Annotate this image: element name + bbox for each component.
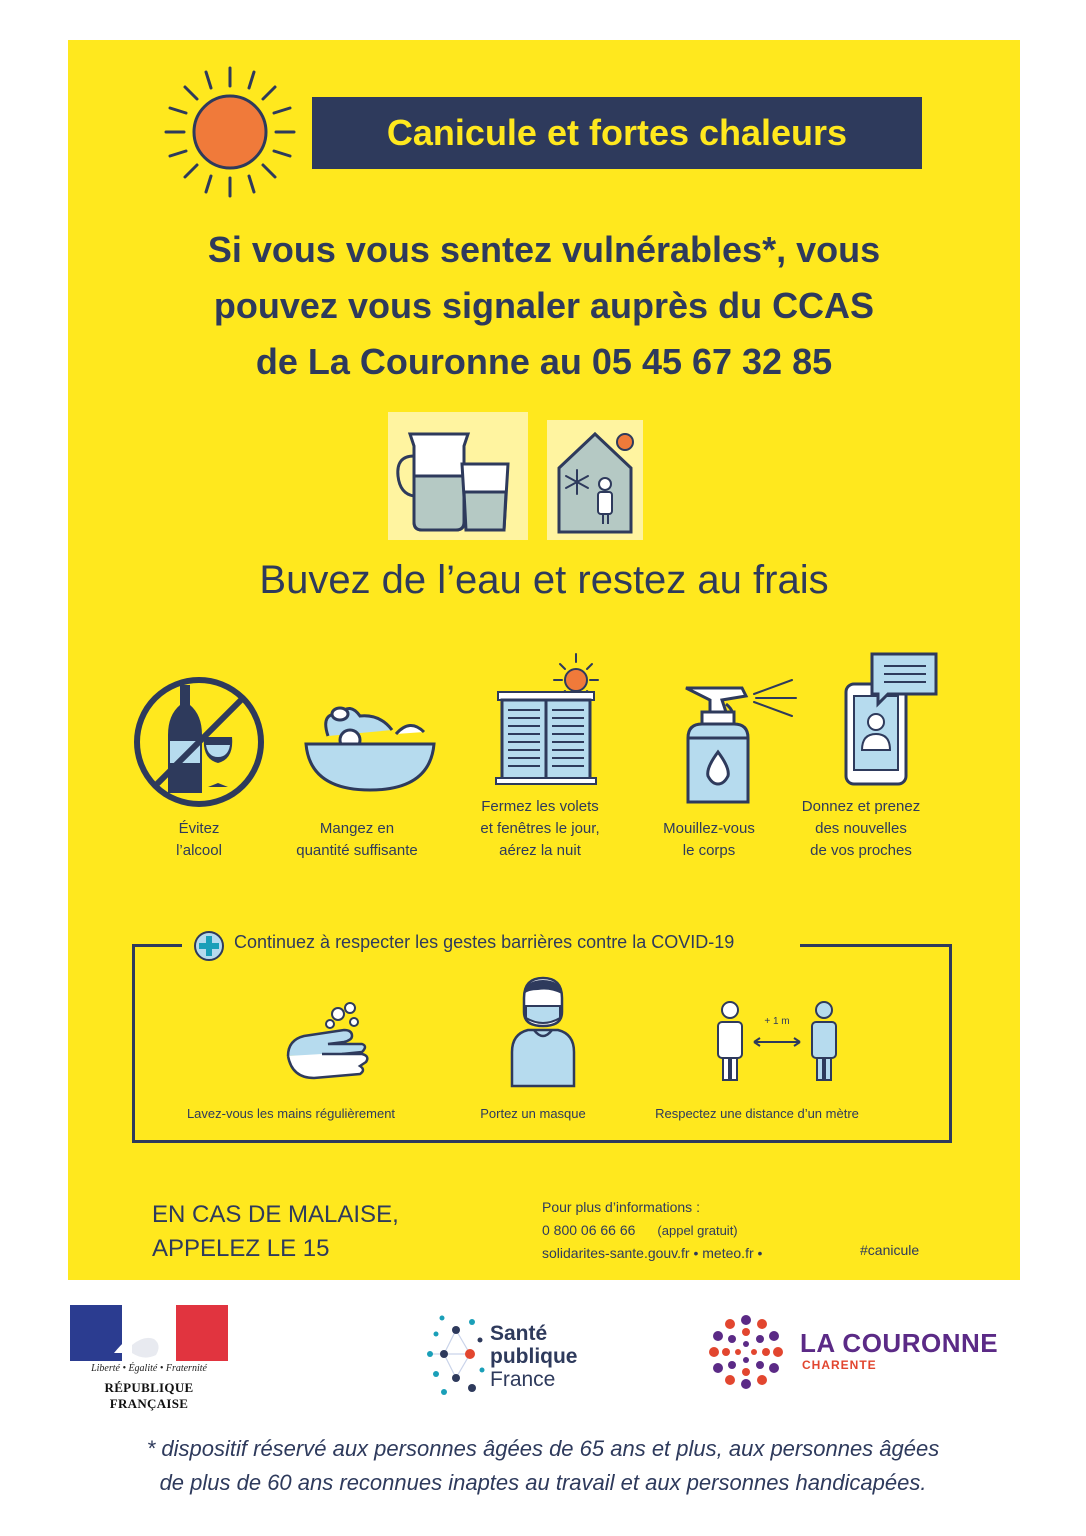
covid-label-distance: Respectez une distance d’un mètre (655, 1106, 859, 1121)
tip-label-alcohol: Évitez l’alcool (176, 820, 222, 859)
cool-house-icon (547, 420, 643, 540)
spray-bottle-icon (672, 676, 812, 808)
headline-line-2: pouvez vous signaler auprès du CCAS (213, 285, 875, 326)
frame-top-left (132, 944, 182, 947)
emergency-line-1: EN CAS DE MALAISE, (152, 1201, 399, 1228)
headline-line-3: de La Couronne au 05 45 67 32 85 (255, 341, 833, 382)
sun-icon (160, 62, 300, 202)
headline-line-1: Si vous vous sentez vulnérables*, vous (207, 229, 881, 270)
hand-washing-icon (282, 1000, 378, 1084)
info-phone-note: (appel gratuit) (657, 1223, 738, 1238)
republique-name: RÉPUBLIQUE FRANÇAISE (104, 1380, 194, 1411)
emergency-line-2: APPELEZ LE 15 (152, 1235, 330, 1262)
tip-label-water: Mouillez-vous le corps (663, 820, 755, 859)
covid-label-wash: Lavez-vous les mains régulièrement (186, 1106, 396, 1121)
page-title: Canicule et fortes chaleurs (386, 112, 848, 153)
info-block (542, 1196, 762, 1265)
plus-icon (193, 930, 225, 962)
info-heading: Pour plus d’informations : (542, 1199, 700, 1215)
distance-label: + 1 m (764, 1016, 790, 1027)
hashtag: #canicule (860, 1242, 920, 1258)
headline (68, 222, 1020, 390)
covid-title: Continuez à respecter les gestes barrières contre la COVID-19 (234, 932, 735, 952)
footnote-line-1: * dispositif réservé aux personnes âgées de 65 ans et plus, aux personnes âgées (146, 1436, 940, 1461)
sante-publique-name: Santé publique France (490, 1322, 578, 1391)
social-distance-icon (710, 1000, 846, 1084)
window-shutters-icon (494, 652, 606, 786)
food-bowl-icon (300, 696, 440, 796)
footnote (40, 1432, 1046, 1500)
mask-person-icon (510, 972, 576, 1088)
emergency-notice (152, 1198, 399, 1266)
la-couronne-logo-icon (706, 1312, 786, 1392)
tip-label-contacts: Donnez et prenez des nouvelles de vos proches (801, 798, 921, 859)
tip-label-food: Mangez en quantité suffisante (296, 820, 418, 859)
marianne-logo (70, 1305, 228, 1361)
title-banner (312, 97, 922, 169)
la-couronne-name: LA COURONNE (800, 1328, 999, 1358)
phone-message-icon (842, 650, 942, 788)
frame-top-right (800, 944, 952, 947)
footnote-line-2: de plus de 60 ans reconnues inaptes au travail et aux personnes handicapées. (159, 1470, 927, 1495)
covid-label-mask: Portez un masque (480, 1106, 586, 1121)
water-jug-icon (388, 412, 528, 540)
tip-label-shutters: Fermez les volets et fenêtres le jour, aérez la nuit (480, 798, 600, 859)
info-phone[interactable]: 0 800 06 66 66 (542, 1222, 636, 1238)
sante-publique-logo-icon (422, 1310, 488, 1400)
no-alcohol-icon (132, 675, 266, 809)
republique-tagline: Liberté • Égalité • Fraternité (91, 1363, 207, 1374)
la-couronne-sub: CHARENTE (802, 1358, 877, 1372)
subheading: Buvez de l’eau et restez au frais (259, 558, 829, 602)
info-links[interactable]: solidarites-sante.gouv.fr • meteo.fr • (542, 1245, 763, 1261)
